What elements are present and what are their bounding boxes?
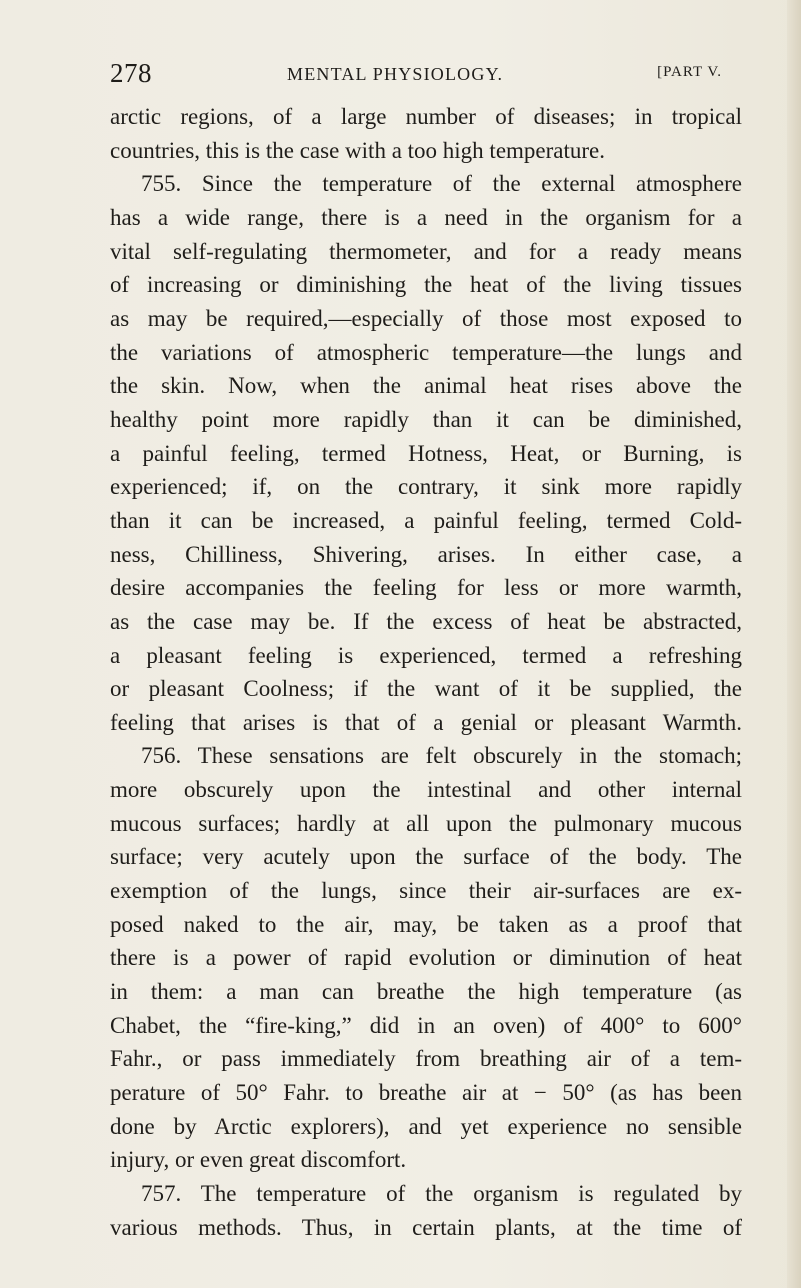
text-line: or pleasant Coolness; if the want of it be supplied, the xyxy=(110,676,742,702)
text-line: as may be required,—especially of those most exposed to xyxy=(110,305,742,331)
text-line: done by Arctic explorers), and yet experience no sensible xyxy=(110,1113,742,1139)
paragraph-757-start: 757. The temperature of the organism is regulated by xyxy=(141,1181,742,1206)
text-line: perature of 50° Fahr. to breathe air at − 50° (as has been xyxy=(110,1080,742,1106)
paragraph-756-start: 756. These sensations are felt obscurely in the stomach; xyxy=(141,743,742,769)
text-line: in them: a man can breathe the high temperature (as xyxy=(110,979,742,1005)
part-label: [PART V. xyxy=(657,64,722,80)
paragraph-755-start: 755. Since the temperature of the external atmosphere xyxy=(141,171,742,197)
text-line: a painful feeling, termed Hotness, Heat, or Burning, is xyxy=(110,440,742,466)
text-line: exemption of the lungs, since their air-surfaces are ex- xyxy=(110,878,742,904)
text-line: ness, Chilliness, Shivering, arises. In either case, a xyxy=(110,541,742,567)
text-line: Fahr., or pass immediately from breathing air of a tem- xyxy=(110,1046,742,1072)
text-line: as the case may be. If the excess of heat be abstracted, xyxy=(110,608,742,634)
text-line: posed naked to the air, may, be taken as a proof that xyxy=(110,911,742,937)
text-line: the variations of atmospheric temperature—the lungs and xyxy=(110,339,742,365)
running-title: MENTAL PHYSIOLOGY. xyxy=(287,64,504,84)
text-line: desire accompanies the feeling for less or more warmth, xyxy=(110,575,742,601)
text-line: than it can be increased, a painful feeling, termed Cold- xyxy=(110,507,742,533)
text-line: vital self-regulating thermometer, and for a ready means xyxy=(110,238,742,264)
text-line: experienced; if, on the contrary, it sink more rapidly xyxy=(110,474,742,500)
text-line: there is a power of rapid evolution or diminution of heat xyxy=(110,945,742,971)
text-line: arctic regions, of a large number of diseases; in tropical xyxy=(110,104,742,129)
text-line: countries, this is the case with a too high temperature. xyxy=(110,137,606,163)
text-line: has a wide range, there is a need in the organism for a xyxy=(110,204,742,230)
text-line: Chabet, the “fire-king,” did in an oven) of 400° to 600° xyxy=(110,1012,742,1038)
text-line: various methods. Thus, in certain plants, at the time of xyxy=(110,1214,742,1240)
text-line: mucous surfaces; hardly at all upon the pulmonary mucous xyxy=(110,810,742,836)
text-line: feeling that arises is that of a genial or pleasant Warmth. xyxy=(110,709,742,735)
text-line: a pleasant feeling is experienced, termed a refreshing xyxy=(110,642,742,668)
text-line: injury, or even great discomfort. xyxy=(110,1147,407,1173)
page-number: 278 xyxy=(110,58,152,88)
text-line: the skin. Now, when the animal heat rises above the xyxy=(110,373,742,399)
text-line: healthy point more rapidly than it can be diminished, xyxy=(110,406,742,432)
page-edge xyxy=(787,0,801,1288)
text-line: of increasing or diminishing the heat of the living tissues xyxy=(110,272,742,298)
text-line: more obscurely upon the intestinal and other internal xyxy=(110,777,742,803)
text-line: surface; very acutely upon the surface of the body. The xyxy=(110,844,742,870)
body-text xyxy=(110,100,742,1244)
running-header xyxy=(110,58,722,92)
